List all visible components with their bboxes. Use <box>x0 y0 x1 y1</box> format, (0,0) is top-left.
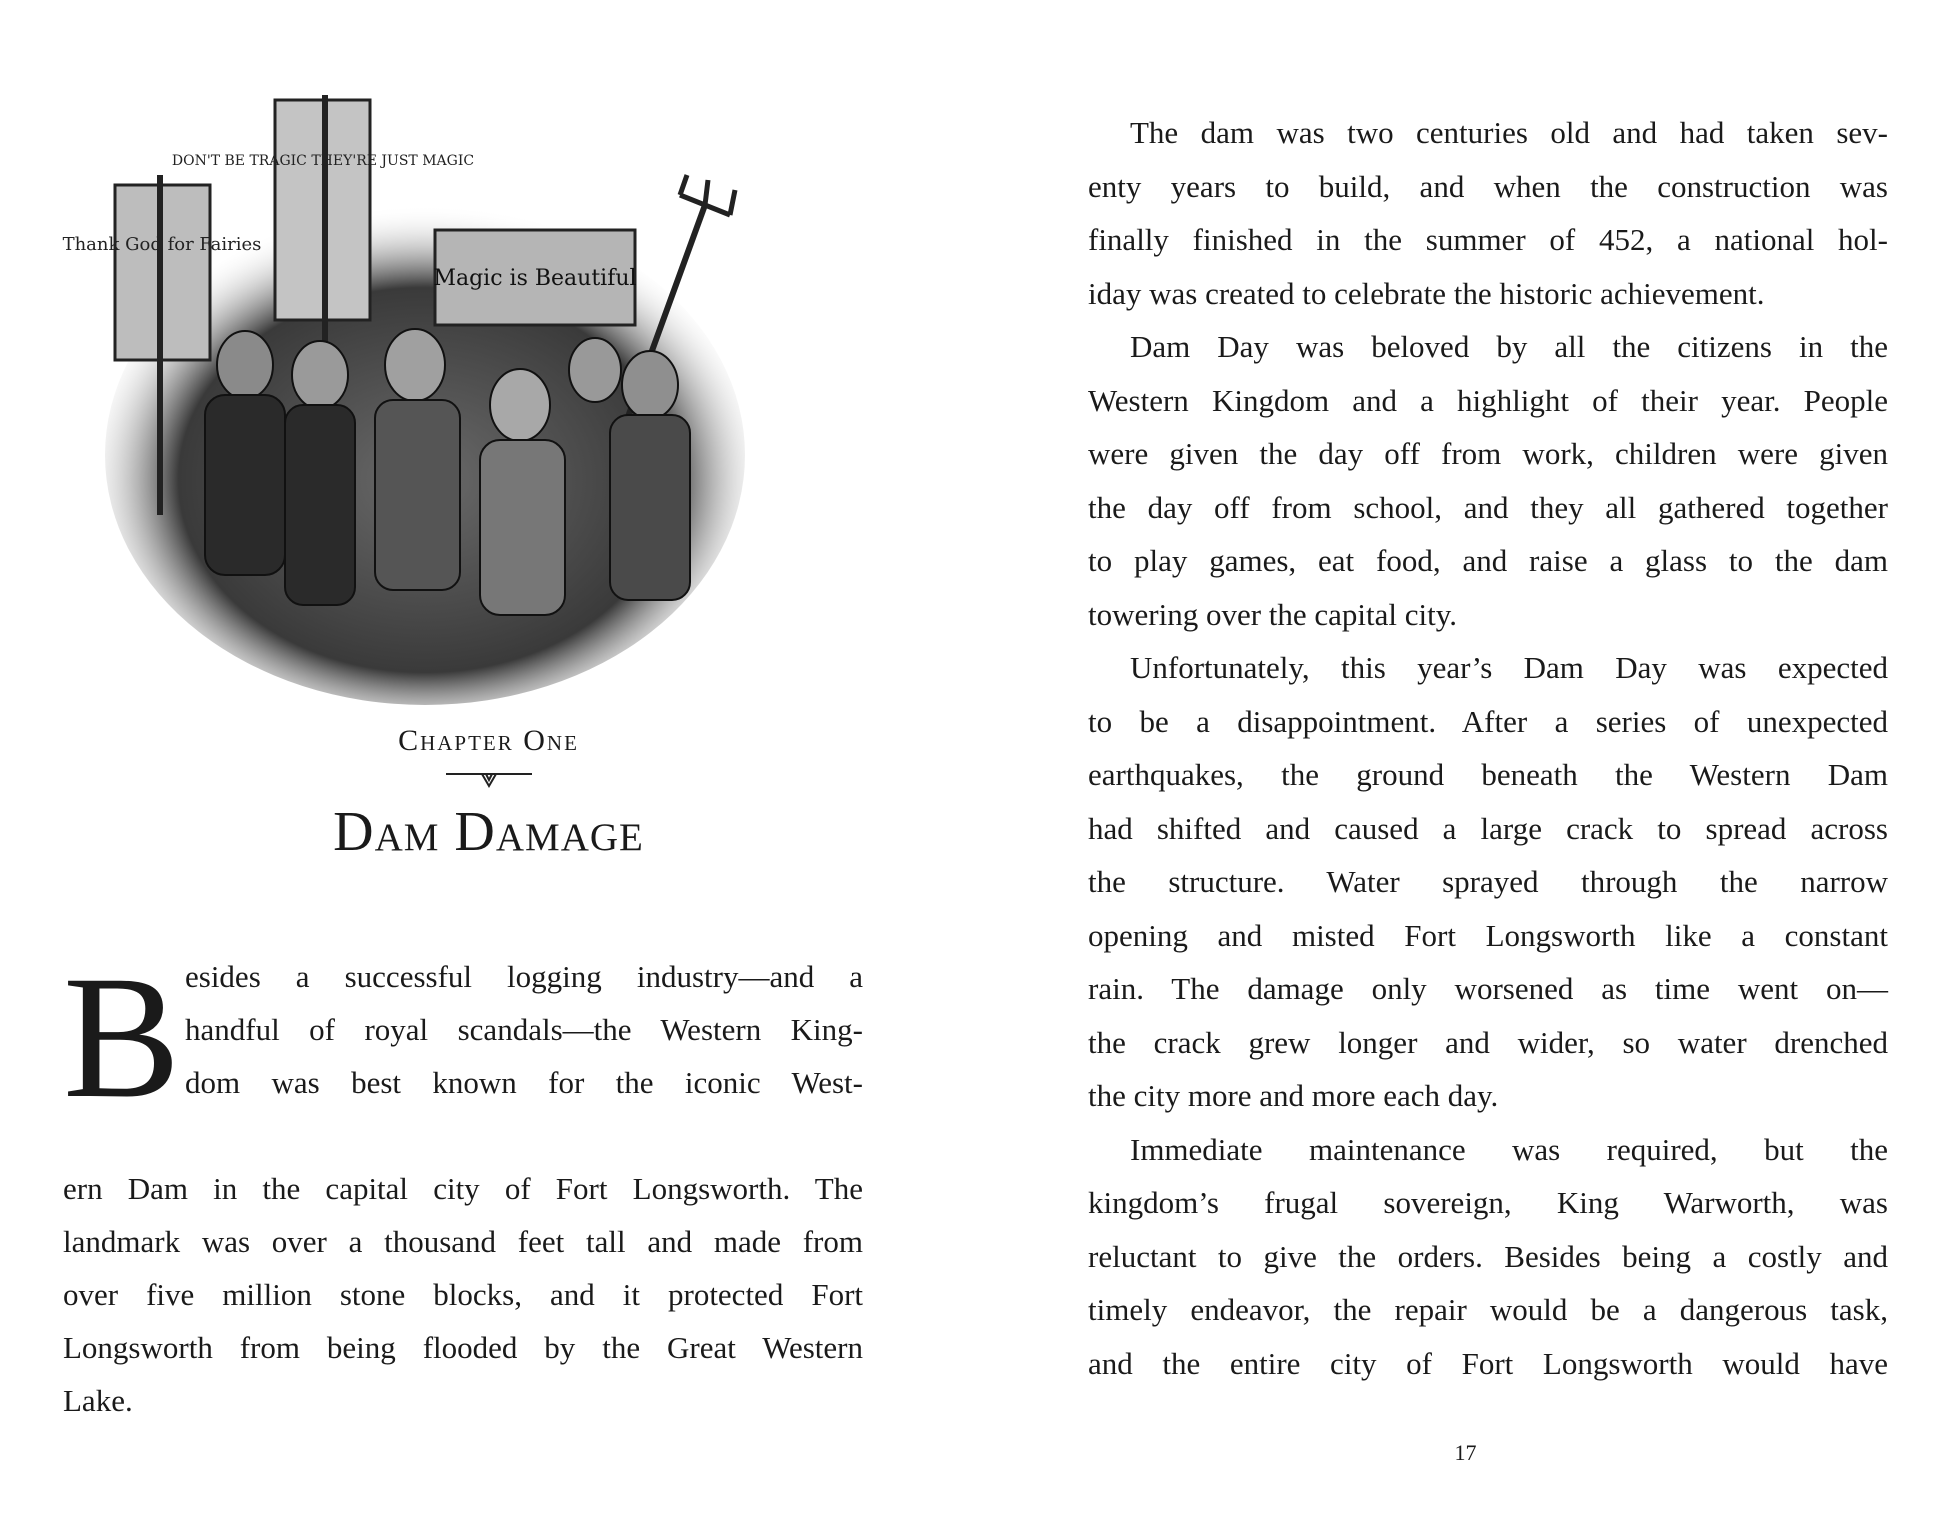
text-line: towering over the capital city. <box>1088 596 1457 632</box>
left-body-text <box>63 940 863 1427</box>
text-line: to be a disappointment. After a series of unexpected <box>1088 703 1888 739</box>
text-line: iday was created to celebrate the historic achievement. <box>1088 275 1765 311</box>
text-line: reluctant to give the orders. Besides being a costly and <box>1088 1238 1888 1274</box>
text-line: were given the day off from work, children were given <box>1088 436 1888 471</box>
page-number: 17 <box>1454 1440 1477 1465</box>
ornament-divider-icon <box>0 766 977 795</box>
text-line: the crack grew longer and wider, so water drenched <box>1088 1024 1888 1060</box>
banner-text: DON'T BE TRAGIC THEY'RE JUST MAGIC <box>171 153 475 169</box>
protest-crowd-illustration-icon <box>62 95 735 705</box>
text-line: Immediate maintenance was required, but the <box>1130 1131 1888 1167</box>
text-line: earthquakes, the ground beneath the Western Dam <box>1088 757 1888 792</box>
dropcap-block <box>63 940 863 1162</box>
chapter-title: Dam Damage <box>333 801 644 863</box>
text-line: Longsworth from being flooded by the Great Western <box>63 1330 863 1365</box>
text-line: the structure. Water sprayed through the narrow <box>1088 864 1888 899</box>
text-line: enty years to build, and when the construction was <box>1088 168 1888 204</box>
text-line: Lake. <box>63 1383 133 1418</box>
chapter-illustration <box>62 95 735 705</box>
text-line: the city more and more each day. <box>1088 1078 1499 1113</box>
text-line: handful of royal scandals—the Western King- <box>185 1012 863 1047</box>
text-line: dom was best known for the iconic West- <box>185 1065 863 1100</box>
text-line: ern Dam in the capital city of Fort Longsworth. The <box>63 1171 863 1206</box>
text-line: Dam Day was beloved by all the citizens in the <box>1130 329 1888 364</box>
text-line: to play games, eat food, and raise a glass to the dam <box>1088 543 1888 578</box>
text-line: Unfortunately, this year’s Dam Day was expected <box>1130 650 1888 685</box>
text-line: kingdom’s frugal sovereign, King Warworth, was <box>1088 1185 1888 1220</box>
text-line: rain. The damage only worsened as time went on— <box>1088 971 1888 1006</box>
right-page <box>977 0 1954 1520</box>
text-line: and the entire city of Fort Longsworth would have <box>1088 1345 1888 1381</box>
text-line: landmark was over a thousand feet tall and made from <box>63 1224 863 1259</box>
text-line: opening and misted Fort Longsworth like a constant <box>1088 917 1888 953</box>
text-line: the day off from school, and they all gathered together <box>1088 489 1888 525</box>
text-line: had shifted and caused a large crack to spread across <box>1088 810 1888 846</box>
text-line: esides a successful logging industry—and a <box>185 959 863 994</box>
text-line: timely endeavor, the repair would be a dangerous task, <box>1088 1292 1888 1327</box>
banner-text: Magic is Beautiful <box>433 266 637 291</box>
drop-cap: B <box>63 940 181 1135</box>
text-line: The dam was two centuries old and had taken sev- <box>1130 115 1888 150</box>
text-line: Western Kingdom and a highlight of their year. People <box>1088 382 1888 418</box>
banner-text: Thank God for Fairies <box>62 234 262 255</box>
chapter-label: Chapter One <box>398 724 579 757</box>
text-line: finally finished in the summer of 452, a national hol- <box>1088 222 1888 257</box>
text-line: over five million stone blocks, and it protected Fort <box>63 1277 863 1312</box>
right-body-text <box>1088 106 1888 1390</box>
